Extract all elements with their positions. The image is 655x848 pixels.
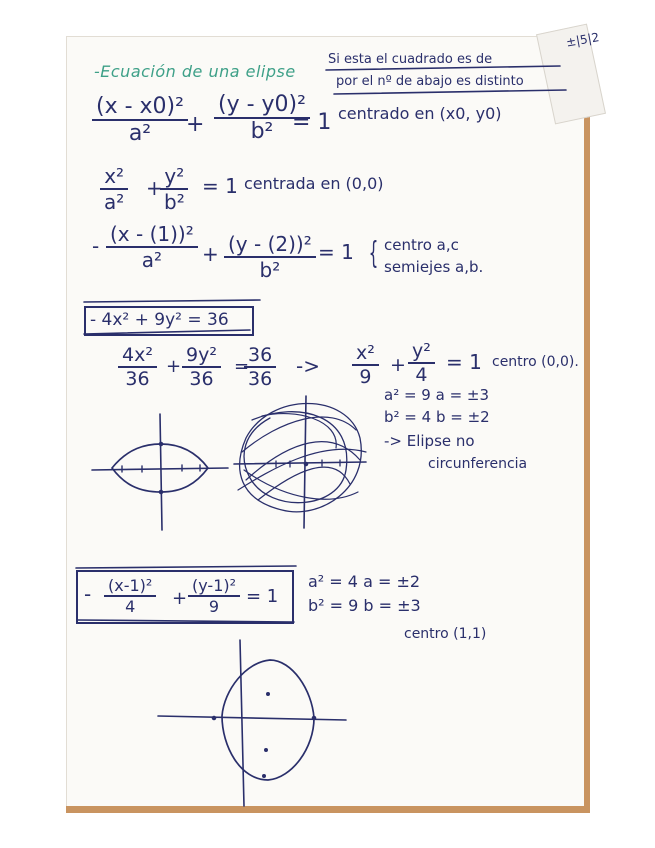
- example2-bottom-line: [78, 620, 294, 622]
- graph1-ellipse-plot: [92, 414, 228, 530]
- example2-top-line: [76, 566, 296, 568]
- neg-brace: {: [368, 236, 379, 271]
- origin-numerator-y: y²: [160, 164, 188, 190]
- ex2-rhs: = 1: [246, 586, 279, 607]
- ex1-num-5: y²: [408, 340, 435, 364]
- ex1-equals: =: [234, 356, 250, 377]
- graph2-point-center: [265, 749, 268, 752]
- graph2-point-upper: [267, 693, 270, 696]
- ex1-plus: +: [166, 356, 182, 377]
- graph1-vertex-top: [159, 442, 163, 446]
- ex1-num-2: 9y²: [182, 344, 221, 368]
- ex1-den-2: 36: [189, 368, 214, 390]
- graph1b-scribbled-plot: [234, 396, 366, 528]
- corner-marks: ±|5|2: [564, 30, 601, 50]
- graph2-y-axis: [240, 640, 244, 806]
- ex1-circumference: circunferencia: [428, 456, 528, 472]
- origin-plus: +: [146, 176, 163, 200]
- ex1-b-values: b² = 4 b = ±2: [384, 408, 490, 426]
- ex1-num-3: 36: [244, 344, 276, 368]
- ex1-den-4: 9: [359, 366, 372, 388]
- neg-note-semiaxes: semiejes a,b.: [384, 258, 484, 276]
- graph1-y-axis: [160, 414, 162, 530]
- ex2-num-x: (x-1)²: [104, 576, 156, 597]
- neg-denominator-y: b²: [259, 258, 281, 282]
- neg-plus: +: [202, 242, 219, 266]
- ex2-num-y: (y-1)²: [188, 576, 240, 597]
- origin-note: centrada en (0,0): [244, 174, 384, 193]
- neg-note-center: centro a,c: [384, 236, 459, 254]
- general-numerator-x: (x - x0)²: [92, 94, 188, 121]
- general-denominator-x: a²: [128, 121, 152, 146]
- ex1-a-values: a² = 9 a = ±3: [384, 386, 490, 404]
- example1-top-line: [84, 300, 260, 302]
- graph1b-scribble-3: [242, 414, 360, 500]
- origin-numerator-x: x²: [100, 164, 128, 190]
- general-note: centrado en (x0, y0): [338, 104, 502, 123]
- ex1-center: centro (0,0).: [492, 354, 579, 370]
- side-note-line1: Si esta el cuadrado es de: [328, 52, 493, 67]
- neg-numerator-x: (x - (1))²: [106, 222, 198, 248]
- graph2-point-lower: [263, 775, 266, 778]
- neg-rhs: = 1: [318, 240, 354, 264]
- ex1-den-3: 36: [248, 368, 273, 390]
- ex1-arrow: ->: [296, 354, 320, 378]
- ex1-den-1: 36: [125, 368, 150, 390]
- graph2-ellipse-plot: [158, 640, 346, 806]
- neg-prefix: -: [92, 234, 100, 258]
- ex2-den-y: 9: [208, 597, 220, 616]
- graph1-vertex-bottom: [159, 490, 163, 494]
- ex1-num-4: x²: [352, 342, 379, 366]
- graph2-vertex-right: [312, 716, 316, 720]
- side-note-line2: por el nº de abajo es distinto: [336, 74, 524, 89]
- general-plus: +: [186, 112, 205, 137]
- ex2-prefix: -: [84, 582, 92, 606]
- example1-bottom-line: [84, 330, 250, 334]
- neg-numerator-y: (y - (2))²: [224, 232, 316, 258]
- graph1b-origin-dot: [304, 462, 308, 466]
- general-rhs: = 1: [292, 110, 332, 135]
- page-title: -Ecuación de una elipse: [94, 62, 296, 81]
- example1-equation: - 4x² + 9y² = 36: [90, 310, 229, 330]
- side-note-underline-2: [334, 90, 566, 94]
- ex1-not-circle: -> Elipse no: [384, 432, 475, 450]
- graph2-vertex-left: [212, 716, 216, 720]
- ex1-rhs: = 1: [446, 350, 482, 374]
- ex1-num-1: 4x²: [118, 344, 157, 368]
- ex2-b-values: b² = 9 b = ±3: [308, 596, 421, 615]
- origin-denominator-y: b²: [164, 190, 185, 214]
- graph2-ellipse: [222, 660, 314, 780]
- general-denominator-y: b²: [250, 119, 274, 144]
- side-note-underline-1: [326, 66, 560, 70]
- origin-rhs: = 1: [202, 174, 238, 198]
- origin-denominator-x: a²: [104, 190, 125, 214]
- graph1b-scribble-2: [244, 412, 347, 503]
- graph2-x-axis: [158, 716, 346, 720]
- ex1-plus-2: +: [390, 354, 406, 376]
- ex1-den-5: 4: [415, 364, 428, 386]
- ex2-a-values: a² = 4 a = ±2: [308, 572, 421, 591]
- general-numerator-y: (y - y0)²: [214, 92, 310, 119]
- ex2-center: centro (1,1): [404, 626, 487, 642]
- ex2-den-x: 4: [125, 597, 136, 616]
- neg-denominator-x: a²: [141, 248, 162, 272]
- ex2-plus: +: [172, 588, 188, 609]
